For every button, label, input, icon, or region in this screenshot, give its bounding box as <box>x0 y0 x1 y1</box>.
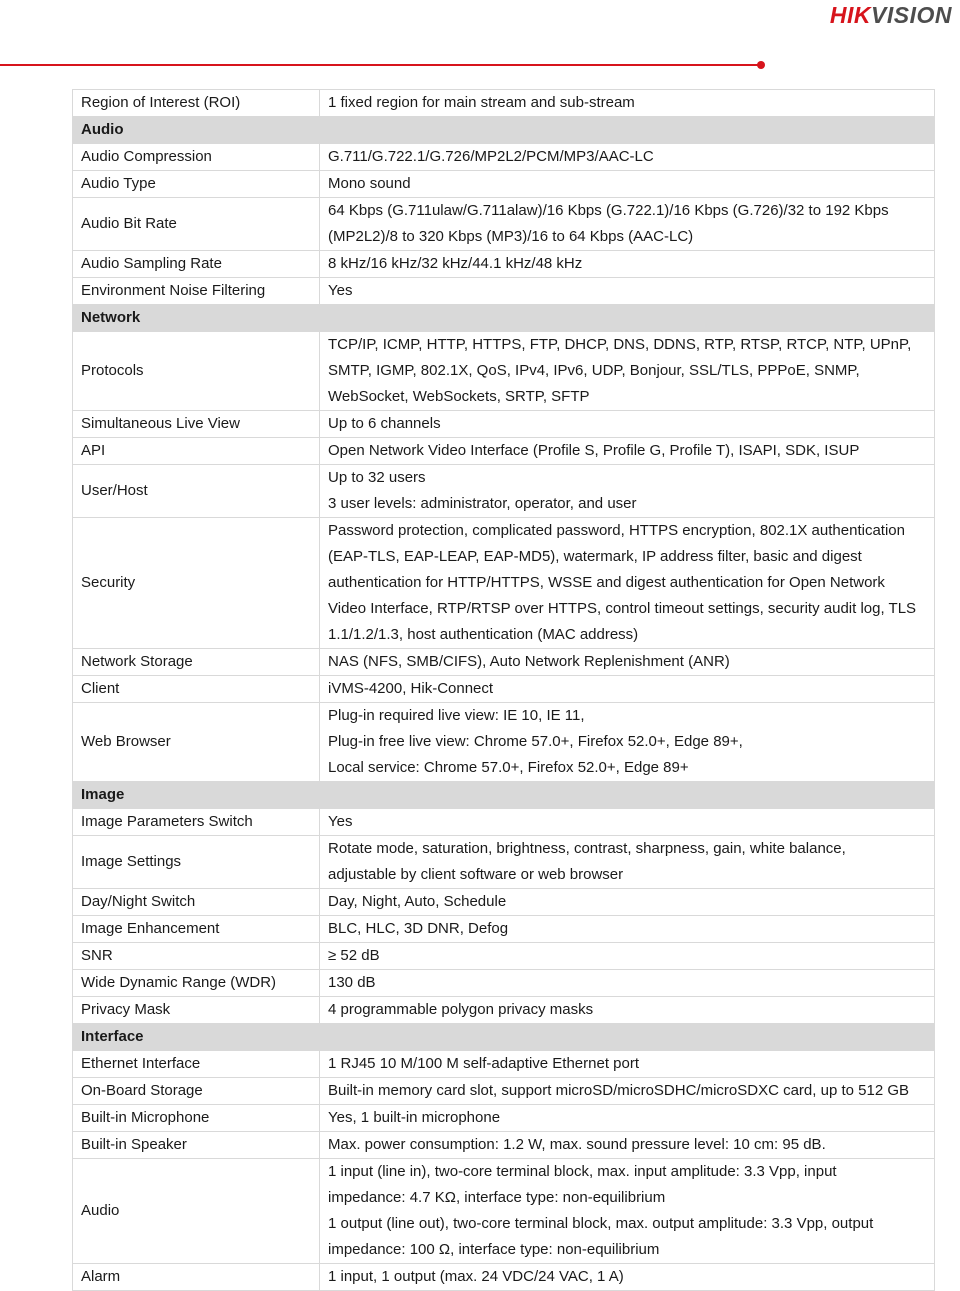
spec-key: Web Browser <box>73 703 320 782</box>
spec-row <box>73 889 935 916</box>
spec-value <box>320 1159 935 1264</box>
section-title: Interface <box>73 1024 935 1051</box>
spec-value-line: Rotate mode, saturation, brightness, contrast, sharpness, gain, white balance, <box>328 840 846 857</box>
spec-value <box>320 943 935 970</box>
spec-value <box>320 836 935 889</box>
spec-value-line: 3 user levels: administrator, operator, and user <box>328 495 637 512</box>
spec-key: Image Enhancement <box>73 916 320 943</box>
spec-value-line: Plug-in free live view: Chrome 57.0+, Firefox 52.0+, Edge 89+, <box>328 733 743 750</box>
spec-value-line: (EAP-TLS, EAP-LEAP, EAP-MD5), watermark, IP address filter, basic and digest <box>328 548 862 565</box>
spec-value <box>320 1051 935 1078</box>
spec-value-line: Yes, 1 built-in microphone <box>328 1109 501 1126</box>
spec-value-line: Password protection, complicated password, HTTPS encryption, 802.1X authentication <box>328 522 905 539</box>
section-header <box>73 1024 935 1051</box>
hikvision-logo <box>830 2 952 29</box>
spec-row <box>73 1078 935 1105</box>
spec-value-line: 1 output (line out), two-core terminal block, max. output amplitude: 3.3 Vpp, output <box>328 1215 874 1232</box>
spec-value-line: 64 Kbps (G.711ulaw/G.711alaw)/16 Kbps (G.722.1)/16 Kbps (G.726)/32 to 192 Kbps <box>328 202 889 219</box>
spec-value-line: ≥ 52 dB <box>328 947 380 964</box>
spec-value <box>320 438 935 465</box>
spec-row <box>73 1105 935 1132</box>
spec-key: Audio <box>73 1159 320 1264</box>
section-header <box>73 305 935 332</box>
spec-row <box>73 676 935 703</box>
spec-row <box>73 144 935 171</box>
spec-value-line: (MP2L2)/8 to 320 Kbps (MP3)/16 to 64 Kbps (AAC-LC) <box>328 228 694 245</box>
spec-value-line: 4 programmable polygon privacy masks <box>328 1001 594 1018</box>
spec-key: Client <box>73 676 320 703</box>
section-header <box>73 782 935 809</box>
spec-value <box>320 144 935 171</box>
spec-key: Ethernet Interface <box>73 1051 320 1078</box>
spec-key: Audio Compression <box>73 144 320 171</box>
spec-value-line: BLC, HLC, 3D DNR, Defog <box>328 920 509 937</box>
spec-value-line: authentication for HTTP/HTTPS, WSSE and digest authentication for Open Network <box>328 574 885 591</box>
spec-value-line: 1 input, 1 output (max. 24 VDC/24 VAC, 1 A) <box>328 1268 624 1285</box>
spec-key: API <box>73 438 320 465</box>
spec-key: Wide Dynamic Range (WDR) <box>73 970 320 997</box>
spec-value-line: impedance: 4.7 KΩ, interface type: non-equilibrium <box>328 1189 666 1206</box>
spec-row <box>73 90 935 117</box>
spec-value-line: iVMS-4200, Hik-Connect <box>328 680 494 697</box>
spec-value <box>320 465 935 518</box>
spec-value <box>320 970 935 997</box>
spec-row <box>73 1051 935 1078</box>
spec-key: Privacy Mask <box>73 997 320 1024</box>
spec-key: Audio Type <box>73 171 320 198</box>
section-title: Image <box>73 782 935 809</box>
spec-key: Environment Noise Filtering <box>73 278 320 305</box>
spec-value <box>320 332 935 411</box>
spec-value-line: 1 input (line in), two-core terminal block, max. input amplitude: 3.3 Vpp, input <box>328 1163 837 1180</box>
spec-value <box>320 90 935 117</box>
spec-value-line: impedance: 100 Ω, interface type: non-equilibrium <box>328 1241 660 1258</box>
spec-value-line: Yes <box>328 813 353 830</box>
spec-key: Image Parameters Switch <box>73 809 320 836</box>
spec-row <box>73 518 935 649</box>
spec-value <box>320 649 935 676</box>
spec-row <box>73 411 935 438</box>
spec-value <box>320 1264 935 1291</box>
spec-value-line: Video Interface, RTP/RTSP over HTTPS, control timeout settings, security audit log, TLS <box>328 600 917 617</box>
spec-row <box>73 943 935 970</box>
spec-key: Audio Sampling Rate <box>73 251 320 278</box>
spec-row <box>73 198 935 251</box>
spec-value-line: Plug-in required live view: IE 10, IE 11, <box>328 707 585 724</box>
spec-row <box>73 836 935 889</box>
spec-row <box>73 1132 935 1159</box>
spec-value-line: Built-in memory card slot, support microSD/microSDHC/microSDXC card, up to 512 GB <box>328 1082 910 1099</box>
spec-row <box>73 1159 935 1264</box>
spec-key: Built-in Microphone <box>73 1105 320 1132</box>
spec-row <box>73 171 935 198</box>
spec-value <box>320 251 935 278</box>
logo-vision: VISION <box>871 2 952 28</box>
spec-value <box>320 278 935 305</box>
spec-value <box>320 997 935 1024</box>
spec-table <box>72 89 935 1291</box>
spec-value <box>320 889 935 916</box>
section-title: Audio <box>73 117 935 144</box>
spec-value <box>320 916 935 943</box>
spec-row <box>73 465 935 518</box>
logo-hik: HIK <box>829 2 872 28</box>
spec-key: Alarm <box>73 1264 320 1291</box>
spec-value <box>320 703 935 782</box>
spec-table-body <box>73 90 935 1291</box>
spec-value-line: Up to 32 users <box>328 469 426 486</box>
spec-key: Network Storage <box>73 649 320 676</box>
spec-key: Simultaneous Live View <box>73 411 320 438</box>
spec-value <box>320 171 935 198</box>
spec-value-line: G.711/G.722.1/G.726/MP2L2/PCM/MP3/AAC-LC <box>328 148 654 165</box>
spec-value <box>320 411 935 438</box>
spec-value-line: Mono sound <box>328 175 411 192</box>
spec-value-line: Yes <box>328 282 353 299</box>
spec-value-line: Local service: Chrome 57.0+, Firefox 52.0+, Edge 89+ <box>328 759 689 776</box>
spec-key: SNR <box>73 943 320 970</box>
spec-key: Security <box>73 518 320 649</box>
spec-value-line: SMTP, IGMP, 802.1X, QoS, IPv4, IPv6, UDP, Bonjour, SSL/TLS, PPPoE, SNMP, <box>328 362 860 379</box>
spec-key: On-Board Storage <box>73 1078 320 1105</box>
spec-row <box>73 438 935 465</box>
spec-row <box>73 703 935 782</box>
spec-value-line: Up to 6 channels <box>328 415 441 432</box>
spec-row <box>73 809 935 836</box>
spec-value-line: 130 dB <box>328 974 376 991</box>
spec-value-line: Open Network Video Interface (Profile S, Profile G, Profile T), ISAPI, SDK, ISUP <box>328 442 860 459</box>
spec-key: Built-in Speaker <box>73 1132 320 1159</box>
header-rule-dot <box>757 61 765 69</box>
spec-value <box>320 676 935 703</box>
spec-value <box>320 518 935 649</box>
spec-key: Region of Interest (ROI) <box>73 90 320 117</box>
spec-key: User/Host <box>73 465 320 518</box>
spec-row <box>73 332 935 411</box>
spec-value-line: WebSocket, WebSockets, SRTP, SFTP <box>328 388 590 405</box>
spec-row <box>73 1264 935 1291</box>
spec-value-line: 1 RJ45 10 M/100 M self-adaptive Ethernet port <box>328 1055 640 1072</box>
spec-value <box>320 1078 935 1105</box>
spec-value-line: adjustable by client software or web browser <box>328 866 624 883</box>
spec-row <box>73 278 935 305</box>
spec-key: Day/Night Switch <box>73 889 320 916</box>
spec-row <box>73 251 935 278</box>
spec-value-line: 1.1/1.2/1.3, host authentication (MAC address) <box>328 626 639 643</box>
spec-value <box>320 198 935 251</box>
spec-value-line: Day, Night, Auto, Schedule <box>328 893 507 910</box>
spec-value <box>320 809 935 836</box>
spec-value-line: Max. power consumption: 1.2 W, max. sound pressure level: 10 cm: 95 dB. <box>328 1136 826 1153</box>
spec-row <box>73 649 935 676</box>
spec-value <box>320 1105 935 1132</box>
section-title: Network <box>73 305 935 332</box>
section-header <box>73 117 935 144</box>
header-rule <box>0 64 758 66</box>
spec-value-line: 8 kHz/16 kHz/32 kHz/44.1 kHz/48 kHz <box>328 255 583 272</box>
spec-value-line: 1 fixed region for main stream and sub-stream <box>328 94 635 111</box>
spec-value-line: NAS (NFS, SMB/CIFS), Auto Network Replenishment (ANR) <box>328 653 730 670</box>
spec-key: Image Settings <box>73 836 320 889</box>
spec-value-line: TCP/IP, ICMP, HTTP, HTTPS, FTP, DHCP, DNS, DDNS, RTP, RTSP, RTCP, NTP, UPnP, <box>328 336 912 353</box>
spec-key: Audio Bit Rate <box>73 198 320 251</box>
spec-row <box>73 916 935 943</box>
spec-key: Protocols <box>73 332 320 411</box>
spec-row <box>73 970 935 997</box>
spec-row <box>73 997 935 1024</box>
spec-value <box>320 1132 935 1159</box>
